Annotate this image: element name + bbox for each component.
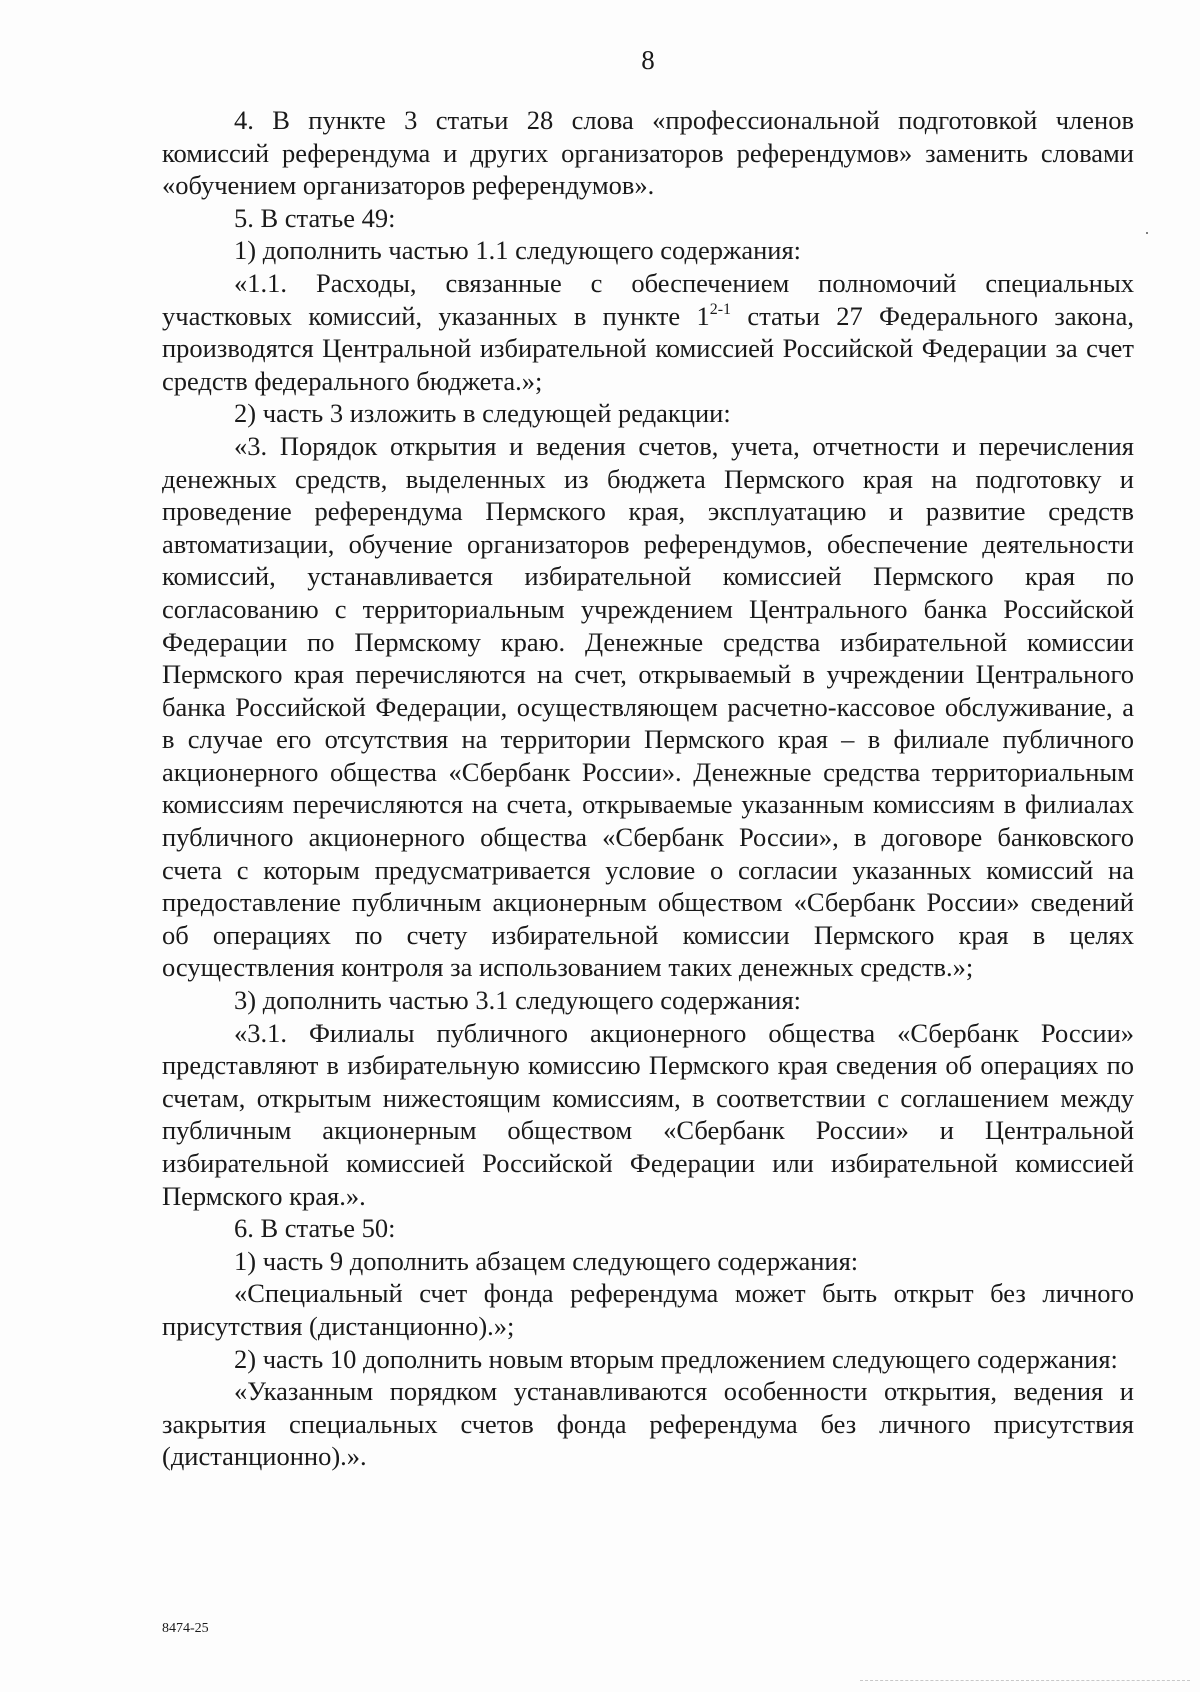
paragraph-subitem-3: 3) дополнить частью 3.1 следующего содержания: (234, 985, 801, 1016)
paragraph-quote-3: «3. Порядок открытия и ведения счетов, учета, отчетности и перечисления денежных средств, выделенных из бюджета Пермского края на подготовку и проведение референдума Пермского края, эксплуатацию и развитие средств автоматизации, обучение организаторов референдумов, обеспечение деятельности комиссий, устанавливается избирательной комиссией Пермского края по согласованию с территориальным учреждением Центрального банка Российской Федерации по Пермскому краю. Денежные средства избирательной комиссии Пермского края перечисляются на счет, открываемый в учреждении Центрального банка Российской Федерации, осуществляющем расчетно-кассовое обслуживание, а в случае его отсутствия на территории Пермского края – в филиале публичного акционерного общества «Сбербанк России». Денежные средства территориальным комиссиям перечисляются на счета, открываемые указанным комиссиям в филиалах публичного акционерного общества «Сбербанк России», в договоре банковского счета с которым предусматривается условие о согласии указанных комиссий на предоставление публичным акционерным обществом «Сбербанк России» сведений об операциях по счету избирательной комиссии Пермского края в целях осуществления контроля за использованием таких денежных средств.»; (162, 430, 1134, 983)
paragraph-subitem-6-2: 2) часть 10 дополнить новым вторым предложением следующего содержания: (234, 1343, 1118, 1374)
quote-1-1-superscript: 2-1 (709, 300, 732, 318)
paragraph-subitem-1: 1) дополнить частью 1.1 следующего содержания: (234, 235, 801, 266)
paragraph-subitem-6-1: 1) часть 9 дополнить абзацем следующего содержания: (234, 1245, 859, 1276)
quote-1-1-text-after: статьи 27 Федерального закона, производятся Центральной избирательной комиссией Российской Федерации за счет средств федерального бюджета.»; (162, 300, 1134, 396)
scan-speck (1146, 232, 1148, 234)
paragraph-quote-special-account: «Специальный счет фонда референдума может быть открыт без личного присутствия (дистанционно).»; (162, 1278, 1134, 1341)
page-number: 8 (641, 45, 655, 75)
document-code: 8474-25 (162, 1621, 209, 1636)
paragraph-quote-1-1 (162, 267, 1134, 397)
paragraph-item-5-heading: 5. В статье 49: (234, 202, 396, 233)
quote-1-1-text-before: «1.1. Расходы, связанные с обеспечением полномочий специальных участковых комиссий, указанных в пункте 1 (162, 267, 1134, 331)
paragraph-quote-procedure: «Указанным порядком устанавливаются особенности открытия, ведения и закрытия специальных счетов фонда референдума без личного присутствия (дистанционно).». (162, 1376, 1134, 1472)
document-body (162, 104, 1134, 1473)
paragraph-item-4: 4. В пункте 3 статьи 28 слова «профессиональной подготовкой членов комиссий референдума и других организаторов референдумов» заменить словами «обучением организаторов референдумов». (162, 105, 1134, 201)
paragraph-quote-3-1: «3.1. Филиалы публичного акционерного общества «Сбербанк России» представляют в избирательную комиссию Пермского края сведения об операциях по счетам, открытым нижестоящим комиссиям, в соответствии с соглашением между публичным акционерным обществом «Сбербанк России» и Центральной избирательной комиссией Российской Федерации или избирательной комиссией Пермского края.». (162, 1017, 1134, 1211)
paragraph-item-6-heading: 6. В статье 50: (234, 1213, 396, 1244)
paragraph-subitem-2: 2) часть 3 изложить в следующей редакции: (234, 398, 731, 429)
scan-edge-artifact (860, 1680, 1190, 1682)
